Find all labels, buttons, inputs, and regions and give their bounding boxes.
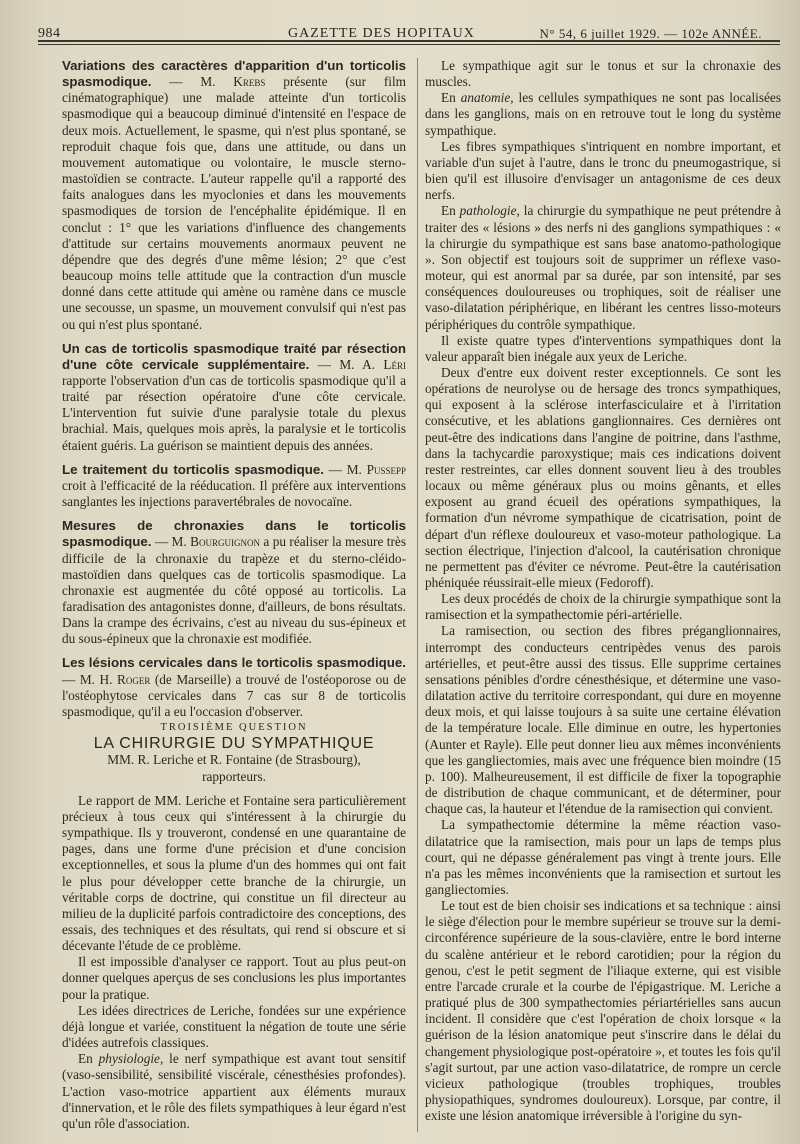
text-run: , le nerf sympathique est avant tout sensitif (vaso-sensibilité, sensibilité viscérale, cénesthésies profondes). L'action vaso-motrice appartient aux éléments muraux d'innervation, et le rôle des filets sympathiques à leur égard n'est qu'un rôle d'association.: [62, 1051, 406, 1131]
text-run: , les cellules sympathiques ne sont pas localisées dans les ganglions, mais on en retrouve tout le long du système sympathique.: [425, 90, 781, 138]
paragraph: Les deux procédés de choix de la chirurgie sympathique sont la ramisection et la sympathectomie péri-artérielle.: [425, 591, 781, 623]
article-body: (de Marseille) a trouvé de l'ostéoporose ou de l'ostéophytose cervicales dans 7 cas sur 8 de torticolis spasmodique, qu'il a eu l'occasion d'observer.: [62, 671, 407, 719]
paragraph: Il est impossible d'analyser ce rapport. Tout au plus peut-on donner quelques aperçus de ses conclusions les plus importantes pour la pratique.: [62, 954, 406, 1002]
question-role: rapporteurs.: [202, 768, 266, 784]
article-title: Un cas de torticolis spasmodique traité par résection d'une côte cervicale supplémentaire.: [62, 340, 406, 372]
article-title: Mesures de chronaxies dans le torticolis spasmodique.: [62, 518, 406, 550]
paragraph: Le sympathique agit sur le tonus et sur la chronaxie des muscles.: [425, 58, 781, 90]
article-roger: Les lésions cervicales dans le torticolis spasmodique. — M. H. Roger (de Marseille) a trouvé de l'ostéoporose ou de l'ostéophytose cervicales dans 7 cas sur 8 de torticolis spasmodique, qu'il a eu l'occasion d'observer.: [62, 655, 407, 719]
article-bourguignon: Mesures de chronaxies dans le torticolis spasmodique. — M. Bourguignon a pu réaliser la mesure très difficile de la chronaxie du trapèze et du sterno-cléido-mastoïdien dans quelques cas de torticolis spasmodique. La chronaxie est augmentée du côté opposé au torticolis. La faradisation des antagonistes donne, d'ailleurs, de bons résultats. Dans la crampe des écrivains, c'est au niveau du sus-épineux et du sous-épineux que la chronaxie est modifiée.: [62, 518, 406, 647]
article-author: M. A. Léri: [339, 356, 406, 372]
paragraph: Il existe quatre types d'interventions sympathiques dont la valeur apparaît bien inégale aux yeux de Leriche.: [425, 332, 781, 364]
header-rule-thick: [38, 40, 780, 42]
question-label: TROISIÈME QUESTION: [160, 722, 308, 734]
article-title: Les lésions cervicales dans le torticolis spasmodique.: [62, 655, 406, 671]
journal-title: GAZETTE DES HOPITAUX: [288, 26, 475, 41]
paragraph: Deux d'entre eux doivent rester exceptionnels. Ce sont les opérations de neurolyse ou de hersage des troncs sympathiques, qui exposent à la sclérose interfasciculaire et à l'irritation consécutive, et les ablations ganglionnaires. Ces dernières ont peut-être des indications dans l'angine de poitrine, dans l'asthme, dans la tachycardie paroxystique; mais ces indications doivent rester restreintes, car elles donnent souvent lieu à des troubles locaux ou même généraux plus ou moins gênants, et elles exposent au grand écueil des opérations sympathiques, la formation d'un névrome sympathique de cicatrisation, point de départ d'un réflexe douloureux et vaso-moteur pathologique. La section électrique, l'injection d'alcool, la cautérisation chronique ne permettent pas d'éviter ce névrome. Peut-être la cautérisation phéniquée réussirait-elle mieux (Fedoroff).: [425, 364, 781, 590]
paragraph: Le rapport de MM. Leriche et Fontaine sera particulièrement précieux à tous ceux qui s'intéressent à la chirurgie du sympathique. Ils y trouveront, condensé en une quarantaine de pages, dans une forme d'une précision et d'une concision exceptionnelles, et sous la plume d'un des hommes qui ont fait le plus pour développer cette branche de la chirurgie, un véritable corps de doctrine, qui constitue un fil directeur au milieu de la duplicité parfois contradictoire des conceptions, des essais, des techniques et des résultats, qui rend si obscure et si décevante l'étude de ce problème.: [62, 792, 406, 954]
paragraph: Les fibres sympathiques s'intriquent en nombre important, et variable d'un sujet à l'autre, dans le tronc du pneumogastrique, si bien qu'il est illusoire d'envisager un antagonisme de ces deux nerfs.: [425, 138, 781, 203]
article-author: M. Krebs: [200, 74, 266, 90]
text-run: En: [78, 1051, 99, 1067]
question-authors: MM. R. Leriche et R. Fontaine (de Strasbourg),: [107, 752, 361, 768]
article-author: M. Pussepp: [346, 461, 407, 477]
italic-term: anatomie: [460, 90, 511, 106]
italic-term: pathologie: [459, 203, 517, 219]
paragraph: La ramisection, ou section des fibres préganglionnaires, interrompt des conducteurs centripèdes venus des parois artérielles, et peut-être aussi des tissus. Elle supprime certaines sensations pénibles d'ordre cénesthésique, et détermine une vaso-dilatation active du territoire correspondant, qui dure en moyenne deux mois, et qui laisse toujours à sa suite une certaine élévation de la température locale. Elle diminue en outre, les hypertonies (Aunter et Rayle). Elle peut donner lieu aux mêmes inconvénients que les gangliectomies, mais avec une fréquence bien moindre (15 p. 100). Malheureusement, il est difficile de fixer la topographie de distribution de chaque communicant, et de déterminer, pour chaque cas, la hauteur et l'étendue de la ramisection qui convient.: [425, 623, 781, 817]
page-number: 984: [38, 26, 61, 41]
paragraph: Le tout est de bien choisir ses indications et sa technique : ainsi le siège d'élection pour le membre supérieur se trouve sur la demi-circonférence supérieure de la sous-clavière, entre le bord interne du scalène antérieur et le rebord carotidien; pour la région du genou, c'est le petit segment de l'iliaque externe, qui est visible entre l'arcade crurale et la courbe de l'épigastrique. M. Leriche a pratiqué plus de 300 sympathectomies périartérielles sans aucun incident. Il considère que c'est l'opération de choix lorsque « la guérison de la lésion anatomique peut s'inscrire dans le délai du changement physiologique post-opératoire », et toutes les fois qu'il s'agit surtout, par une action vaso-dilatatrice, de rompre un cercle vicieux pathologique (troubles trophiques, troubles physiopathiques, syndromes douloureux). Lorsque, par contre, il existe une lésion anatomique irréversible à l'origine du syn-: [425, 898, 781, 1124]
text-run: , la chirurgie du sympathique ne peut prétendre à traiter des « lésions » des nerfs ni des ganglions sympathiques : « la chirurgie du sympathique est sans base anatomo-pathologique ». Son objectif est toujours soit de supprimer un réflexe vaso-moteur, qui est anormal par sa durée, par son intensité, par ses conséquences douloureuses ou trophiques, soit de réaliser une vaso-dilatation périphérique, en libérant les centres lisso-moteurs périphériques du contrôle sympathique.: [425, 203, 781, 332]
article-pussepp: Le traitement du torticolis spasmodique. — M. Pussepp croit à l'efficacité de la rééducation. Il préfère aux interventions sanglantes les injections paravertébrales de novocaïne.: [62, 461, 407, 510]
article-krebs: Variations des caractères d'apparition d'un torticolis spasmodique. — M. Krebs présente (sur film cinématographique) une malade atteinte d'un torticolis spasmodique qui a beaucoup diminué d'intensité en l'espace de deux mois. Actuellement, le spasme, qui n'est plus spontané, se reproduit chaque fois que, dans une attitude, ou dans un mouvement automatique ou volontaire, le muscle sterno-mastoïdien se contracte. L'auteur rappelle qu'il a rapporté des faits analogues dans les myoclonies et dans les mouvements spasmodiques de torsion de l'encéphalite épidémique. Il en conclut : 1° que les variations d'influence des changements d'attitude sur certains mouvements anormaux peuvent ne dépendre que des degrés d'une même lésion; 2° que c'est beaucoup moins telle attitude que la contraction d'un muscle donné dans cette attitude qui amène ou ramène dans ce muscle une secousse, un spasme, un mouvement convulsif qui n'est pas ou qui n'est plus spontané.: [62, 58, 406, 332]
article-title: Variations des caractères d'apparition d'un torticolis spasmodique.: [62, 58, 406, 90]
article-body: croit à l'efficacité de la rééducation. Il préfère aux interventions sanglantes les injections paravertébrales de novocaïne.: [62, 477, 406, 510]
paragraph: La sympathectomie détermine la même réaction vaso-dilatatrice que la ramisection, mais pour un laps de temps plus court, qui ne dépasse généralement pas vingt à trente jours. Elle n'a pas les mêmes inconvénients que la ramisection et surtout les gangliectomies.: [425, 817, 781, 897]
paragraph: Les idées directrices de Leriche, fondées sur une expérience déjà longue et variée, constituent la négation de toute une série d'idées autrefois classiques.: [62, 1002, 406, 1051]
question-title: LA CHIRURGIE DU SYMPATHIQUE: [93, 735, 375, 753]
article-body: a pu réaliser la mesure très difficile de la chronaxie du trapèze et du sterno-cléido-mastoïdien dans quelques cas de torticolis spasmodique. La chronaxie est augmentée du côté opposé au torticolis. La faradisation des antagonistes donne, d'ailleurs, de bons résultats. Dans la crampe des écrivains, c'est au niveau du sus-épineux et du sous-épineux que la chronaxie est modifiée.: [62, 534, 406, 647]
text-run: En: [441, 90, 461, 106]
paragraph: [425, 203, 781, 332]
article-author: M. Bourguignon: [171, 534, 260, 550]
left-column: [62, 58, 406, 1132]
article-body: présente (sur film cinématographique) une malade atteinte d'un torticolis spasmodique qui a beaucoup diminué d'intensité en l'espace de deux mois. Actuellement, le spasme, qui n'est plus spontané, se reproduit chaque fois que, dans une attitude, ou dans un mouvement automatique ou volontaire, le muscle sterno-mastoïdien se contracte. L'auteur rappelle qu'il a rapporté des faits analogues dans les myoclonies et dans les mouvements spasmodiques de torsion de l'encéphalite épidémique. Il en conclut : 1° que les variations d'influence des changements d'attitude sur certains mouvements anormaux peuvent ne dépendre que des degrés d'une même lésion; 2° que c'est beaucoup moins telle attitude que la contraction d'un muscle donné dans cette attitude qui amène ou ramène dans ce muscle une secousse, un spasme, un mouvement convulsif qui n'est pas ou qui n'est plus spontané.: [62, 74, 406, 332]
italic-term: physiologie: [98, 1051, 160, 1067]
article-title: Le traitement du torticolis spasmodique.: [62, 461, 324, 477]
issue-info: N° 54, 6 juillet 1929. — 102e ANNÉE.: [539, 26, 762, 41]
article-author: M. H. Roger: [79, 671, 151, 687]
text-run: En: [441, 203, 460, 219]
header-rule-thin: [38, 44, 780, 45]
column-separator: [417, 58, 418, 1132]
paragraph: [62, 1051, 406, 1132]
right-column: [425, 58, 781, 1124]
paragraph: [425, 90, 781, 138]
article-leri: Un cas de torticolis spasmodique traité par résection d'une côte cervicale supplémentaire. — M. A. Léri rapporte l'observation d'un cas de torticolis spasmodique qu'il a traité par résection opératoire d'une côte cervicale. L'intervention fut suivie d'une paralysie totale du plexus brachial. Mais, quelques mois après, la paralysie et le torticolis étaient guéris. La guérison se maintient depuis des années.: [62, 340, 406, 453]
article-body: rapporte l'observation d'un cas de torticolis spasmodique qu'il a traité par résection opératoire d'une côte cervicale. L'intervention fut suivie d'une paralysie totale du plexus brachial. Mais, quelques mois après, la paralysie et le torticolis étaient guéris. La guérison se maintient depuis des années.: [62, 372, 406, 453]
